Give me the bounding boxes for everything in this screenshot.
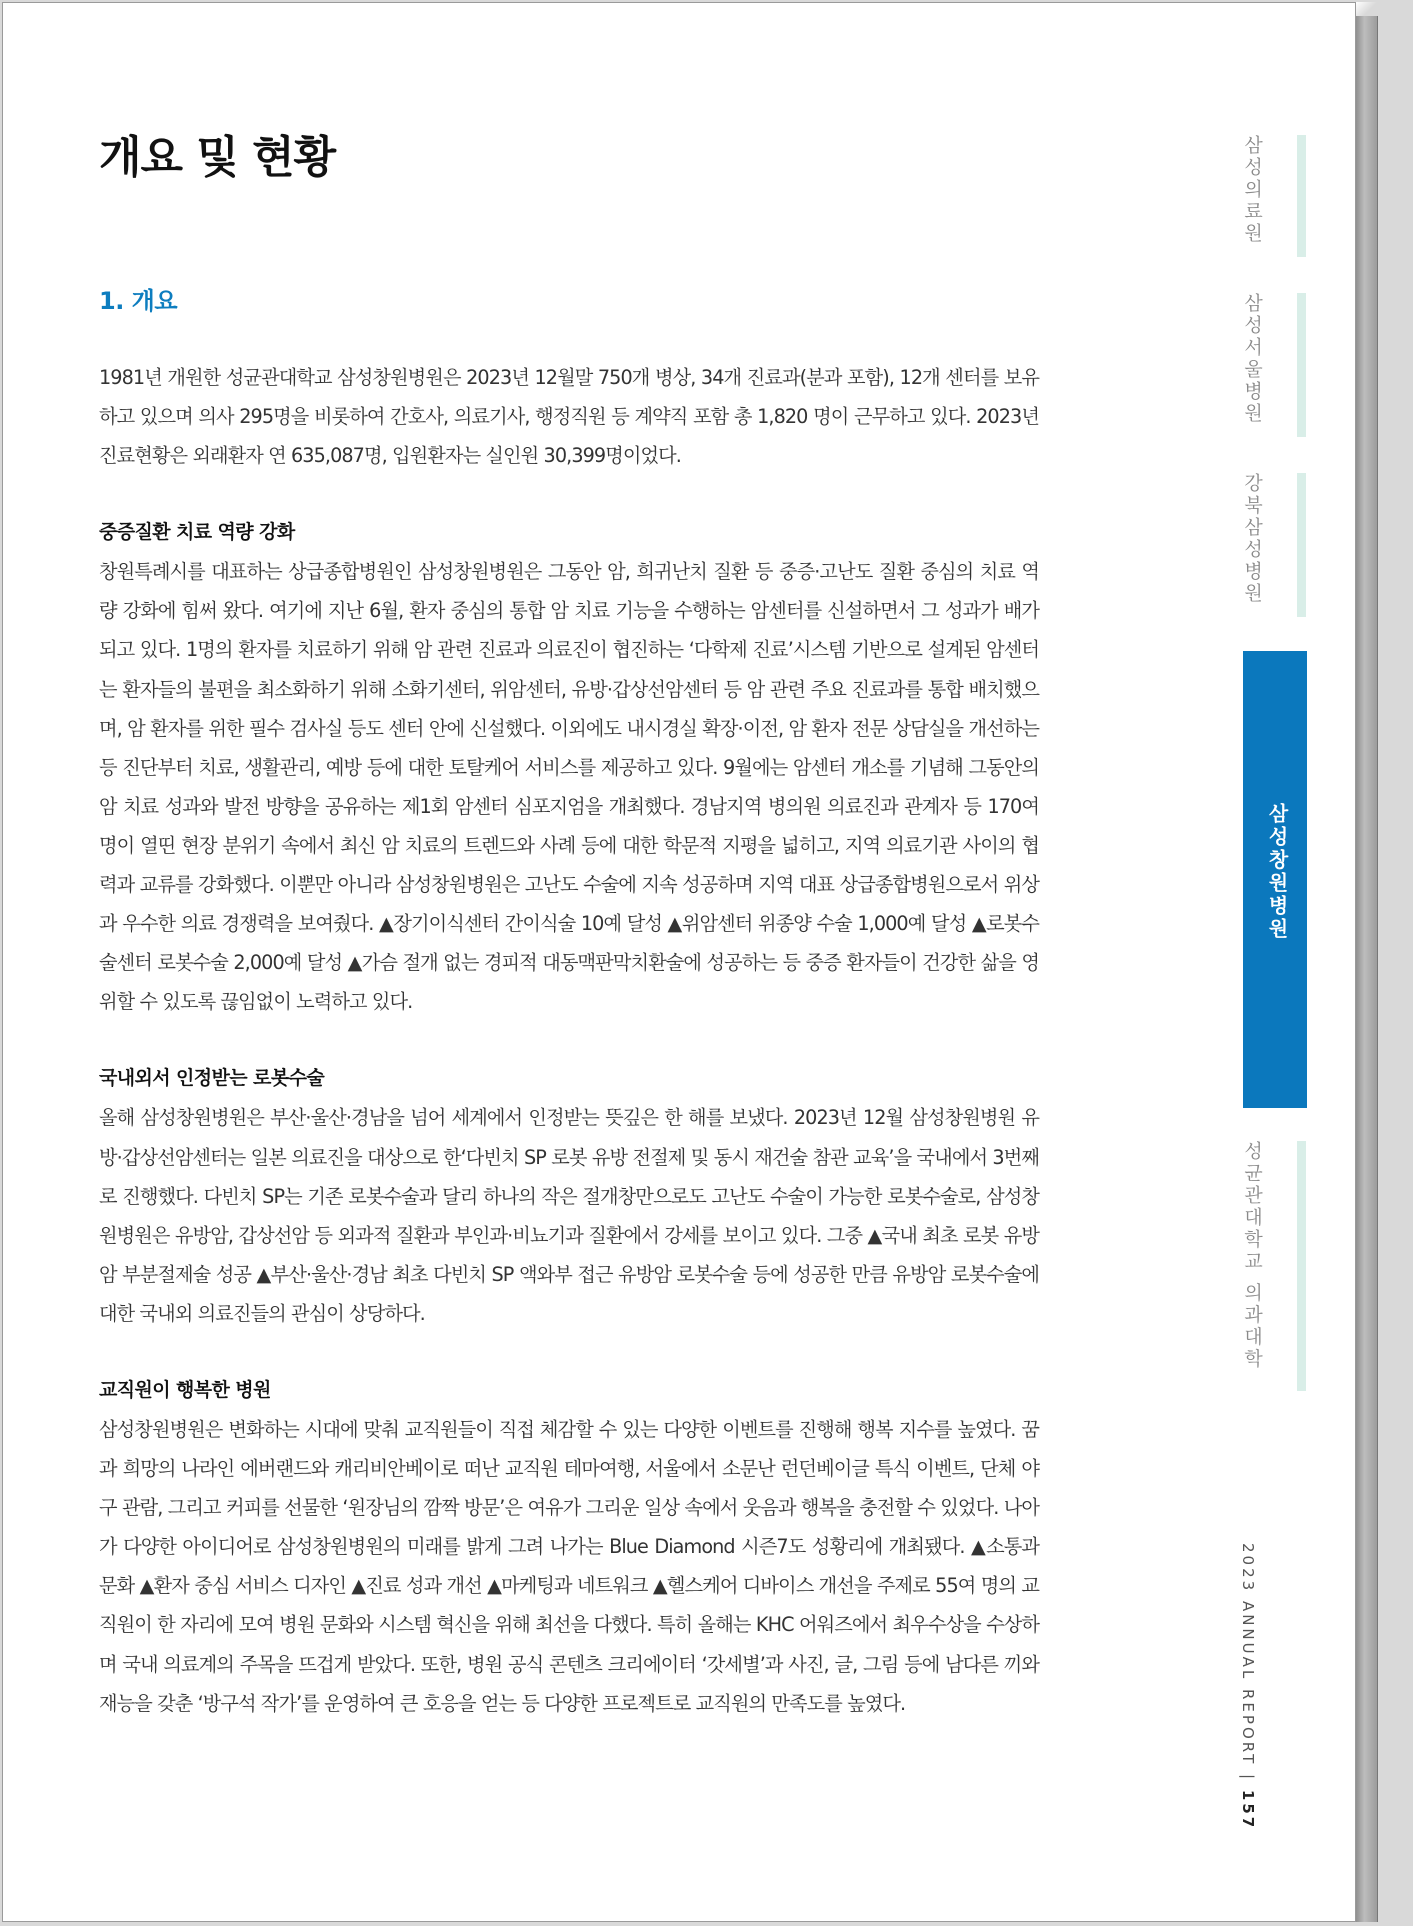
subsection-heading: 중증질환 치료 역량 강화 [99,521,295,544]
page-footer [1239,1543,1257,1830]
page-title: 개요 및 현황 [99,132,336,183]
side-tab-kangbuk-samsung[interactable]: 강북삼성병원 [1241,473,1263,605]
document-page [2,2,1356,1922]
side-tab-samsung-medical[interactable]: 삼성의료원 [1241,135,1263,245]
section-heading: 1. 개요 [99,287,178,315]
side-tab-label: 삼성창원병원 [1265,803,1289,941]
tab-marker [1297,293,1306,437]
body-content [99,358,1039,1723]
tab-marker [1297,1141,1306,1391]
side-tab-samsung-changwon-active[interactable] [1243,651,1307,1108]
side-tab-skku-medicine[interactable]: 성균관대학교 의과대학 [1241,1141,1263,1371]
subsection-paragraph: 삼성창원병원은 변화하는 시대에 맞춰 교직원들이 직접 체감할 수 있는 다양한 이벤트를 진행해 행복 지수를 높였다. 꿈과 희망의 나라인 에버랜드와 캐리비안베이로 떠난 교직원 테마여행, 서울에서 소문난 런던베이글 특식 이벤트, 단체 야구 관람, 그리고 커피를 선물한 ‘원장님의 깜짝 방문’은 여유가 그리운 일상 속에서 웃음과 행복을 충전할 수 있었다. 나아가 다양한 아이디어로 삼성창원병원의 미래를 밝게 그려 나가는 Blue Diamond 시즌7도 성황리에 개최됐다. ▲소통과 문화 ▲환자 중심 서비스 디자인 ▲진료 성과 개선 ▲마케팅과 네트워크 ▲헬스케어 디바이스 개선을 주제로 55여 명의 교직원이 한 자리에 모여 병원 문화와 시스템 혁신을 위해 최선을 다했다. 특히 올해는 KHC 어워즈에서 최우수상을 수상하며 국내 의료계의 주목을 뜨겁게 받았다. 또한, 병원 공식 콘텐츠 크리에이터 ‘갓세별’과 사진, 글, 그림 등에 남다른 끼와 재능을 갖춘 ‘방구석 작가’를 운영하여 큰 호응을 얻는 등 다양한 프로젝트로 교직원의 만족도를 높였다. [99,1417,1039,1715]
subsection-heading: 국내외서 인정받는 로봇수술 [99,1067,325,1090]
book-page-edge [1356,2,1378,1922]
side-tab-samsung-seoul[interactable]: 삼성서울병원 [1241,293,1263,425]
tab-marker [1297,135,1306,257]
footer-separator: | [1239,1774,1257,1783]
subsection-paragraph: 올해 삼성창원병원은 부산·울산·경남을 넘어 세계에서 인정받는 뜻깊은 한 해를 보냈다. 2023년 12월 삼성창원병원 유방·갑상선암센터는 일본 의료진을 대상으로 한‘다빈치 SP 로봇 유방 전절제 및 동시 재건술 참관 교육’을 국내에서 3번째로 진행했다. 다빈치 SP는 기존 로봇수술과 달리 하나의 작은 절개창만으로도 고난도 수술이 가능한 로봇수술로, 삼성창원병원은 유방암, 갑상선암 등 외과적 질환과 부인과·비뇨기과 질환에서 강세를 보이고 있다. 그중 ▲국내 최초 로봇 유방암 부분절제술 성공 ▲부산·울산·경남 최초 다빈치 SP 액와부 접근 유방암 로봇수술 등에 성공한 만큼 유방암 로봇수술에 대한 국내외 의료진들의 관심이 상당하다. [99,1106,1039,1325]
subsection-heading: 교직원이 행복한 병원 [99,1378,271,1401]
report-name: 2023 ANNUAL REPORT [1239,1543,1257,1767]
page-number: 157 [1239,1789,1257,1831]
intro-paragraph: 1981년 개원한 성균관대학교 삼성창원병원은 2023년 12월말 750개 병상, 34개 진료과(분과 포함), 12개 센터를 보유하고 있으며 의사 295명을 비롯하여 간호사, 의료기사, 행정직원 등 계약직 포함 총 1,820 명이 근무하고 있다. 2023년 진료현황은 외래환자 연 635,087명, 입원환자는 실인원 30,399명이었다. [99,366,1039,468]
subsection-paragraph: 창원특례시를 대표하는 상급종합병원인 삼성창원병원은 그동안 암, 희귀난치 질환 등 중증·고난도 질환 중심의 치료 역량 강화에 힘써 왔다. 여기에 지난 6월, 환자 중심의 통합 암 치료 기능을 수행하는 암센터를 신설하면서 그 성과가 배가 되고 있다. 1명의 환자를 치료하기 위해 암 관련 진료과 의료진이 협진하는 ‘다학제 진료’시스템 기반으로 설계된 암센터는 환자들의 불편을 최소화하기 위해 소화기센터, 위암센터, 유방·갑상선암센터 등 암 관련 주요 진료과를 통합 배치했으며, 암 환자를 위한 필수 검사실 등도 센터 안에 신설했다. 이외에도 내시경실 확장·이전, 암 환자 전문 상담실을 개선하는 등 진단부터 치료, 생활관리, 예방 등에 대한 토탈케어 서비스를 제공하고 있다. 9월에는 암센터 개소를 기념해 그동안의 암 치료 성과와 발전 방향을 공유하는 제1회 암센터 심포지엄을 개최했다. 경남지역 병의원 의료진과 관계자 등 170여 명이 열띤 현장 분위기 속에서 최신 암 치료의 트렌드와 사례 등에 대한 학문적 지평을 넓히고, 지역 의료기관 사이의 협력과 교류를 강화했다. 이뿐만 아니라 삼성창원병원은 고난도 수술에 지속 성공하며 지역 대표 상급종합병원으로서 위상과 우수한 의료 경쟁력을 보여줬다. ▲장기이식센터 간이식술 10예 달성 ▲위암센터 위종양 수술 1,000예 달성 ▲로봇수술센터 로봇수술 2,000예 달성 ▲가슴 절개 없는 경피적 대동맥판막치환술에 성공하는 등 중증 환자들이 건강한 삶을 영위할 수 있도록 끊임없이 노력하고 있다. [99,560,1039,1014]
tab-marker [1297,473,1306,617]
